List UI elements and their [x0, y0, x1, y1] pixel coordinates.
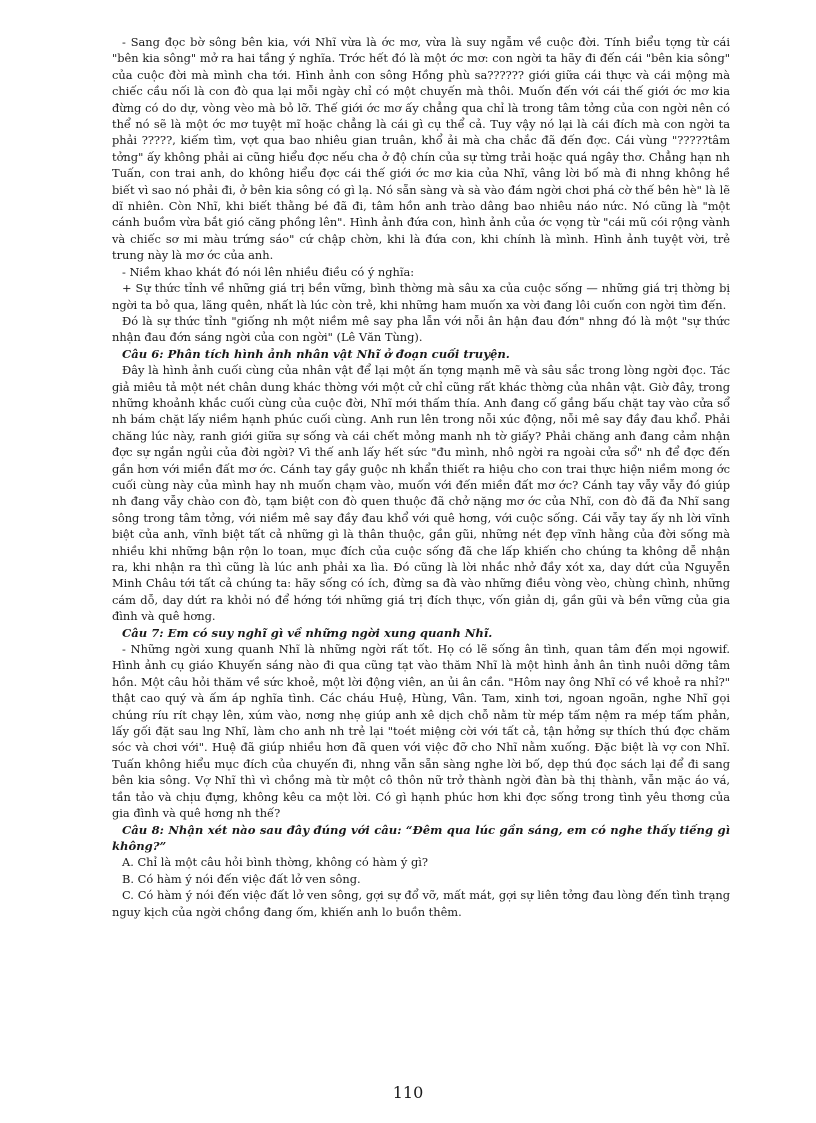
paragraph-longing-meaning: - Niềm khao khát đó nói lên nhiều điều có ý nghĩa: — [122, 264, 415, 279]
document-body — [112, 34, 730, 920]
page-number: 110 — [392, 1083, 424, 1102]
question-7-answer: - Những ngời xung quanh Nhĩ là những ngời rất tốt. Họ có lẽ sống ân tình, quan tâm đến mọi ngowif. Hình ảnh cụ giáo Khuyến sáng nào đi qua cũng tạt vào thăm Nhĩ là một hình ảnh ân tình nuôi dỡng tâm hồn. Một câu hỏi thăm về sức khoẻ, một lời động viên, an ủi ân cần. "Hôm nay ông Nhĩ có về khoẻ ra nhỉ?" thật cao quý và ấm áp nghĩa tình. Các cháu Huệ, Hùng, Vân. Tam, xinh tơi, ngoan ngoãn, nghe Nhĩ gọi chúng ríu rít chạy lên, xúm vào, nơng nhẹ giúp anh xê dịch chỗ nằm từ mép tấm nệm ra mép tấm phản, lấy gối đặt sau lng Nhĩ, làm cho anh nh trẻ lại "toét miệng cời với tất cả, tận hởng sự thích thú đợc chăm sóc và chơi với". Huệ đã giúp nhiều hơn đã quen với việc đỡ cho Nhĩ nằm xuống. Đặc biệt là vợ con Nhĩ. Tuấn không hiểu mục đích của chuyến đi, nhng vẫn sẵn sàng nghe lời bố, dẹp thú đọc sách lại để đi sang bên kia sông. Vợ Nhĩ thì vì chồng mà từ một cô thôn nữ trở thành ngời đàn bà thị thành, vẫn mặc áo vá, tần tảo và chịu đựng, không kêu ca một lời. Có gì hạnh phúc hơn khi đợc sống trong tình yêu thơng của gia đình và quê hơng nh thế? — [112, 642, 730, 821]
answer-option-c: C. Có hàm ý nói đến việc đất lở ven sông, gợi sự đổ vỡ, mất mát, gợi sự liên tởng đau lòng đến tình trạng nguy kịch của ngời chồng đang ốm, khiến anh lo buồn thêm. — [112, 888, 730, 919]
question-7-heading: Câu 7: Em có suy nghĩ gì về những ngời xung quanh Nhĩ. — [122, 625, 493, 640]
paragraph-quote: Đó là sự thức tỉnh "giống nh một niềm mê say pha lẫn với nỗi ân hận đau đớn" nhng đó là một "sự thức nhận đau đớn sáng ngời của con ngời" (Lê Văn Tùng). — [112, 313, 730, 345]
question-6-answer: Đây là hình ảnh cuối cùng của nhân vật để lại một ấn tợng mạnh mẽ và sâu sắc trong lòng ngời đọc. Tác giả miêu tả một nét chân dung khác thờng với một cử chỉ cũng rất khác thờng của nhân vật. Giờ đây, trong những khoảnh khắc cuối cùng của cuộc đời, Nhĩ mới thấm thía. Anh đang cố gắng bấu chặt tay vào cửa sổ nh bám chặt lấy niềm hạnh phúc cuối cùng. Anh run lên trong nỗi xúc động, nỗi mê say đầy đau khổ. Phải chăng lúc này, ranh giới giữa sự sống và cái chết mỏng manh nh tờ giấy? Phải chăng anh đang cảm nhận đợc sự ngắn ngủi của đời ngời? Vì thế anh lấy hết sức "đu mình, nhô ngời ra ngoài cửa sổ" nh để đợc đến gần hơn với miền đất mơ ớc. Cánh tay gầy guộc nh khẩn thiết ra hiệu cho con trai thực hiện niềm mong ớc cuối cùng này của mình hay nh muốn chạm vào, muốn với đến miền đất mơ ớc? Cánh tay vẫy vẫy đó giúp nh đang vẫy chào con đò, tạm biệt con đò quen thuộc đã chở nặng mơ ớc của Nhĩ, con đò đã đa Nhĩ sang sông trong tâm tởng, với niềm mê say đầy đau khổ với quê hơng, với cuộc sống. Cái vẫy tay ấy nh lời vĩnh biệt của anh, vĩnh biệt tất cả những gì là thân thuộc, gần gũi, những nét đẹp vĩnh hằng của đời sống mà nhiều khi những bận rộn lo toan, mục đích của cuộc sống đã che lấp khiến cho chúng ta không dễ nhận ra, khi nhận ra thì cũng là lúc anh phải xa lìa. Đó cũng là lời nhắc nhở đầy xót xa, day dứt của Nguyễn Minh Châu tới tất cả chúng ta: hãy sống có ích, đừng sa đà vào những điều vòng vèo, chùng chình, những cám dỗ, day dứt ra khỏi nó để hớng tới những giá trị đích thực, vốn giản dị, gần gũi và bền vững của gia đình và quê hơng. — [112, 363, 730, 624]
answer-option-a: A. Chỉ là một câu hỏi bình thờng, không có hàm ý gì? — [122, 855, 428, 870]
question-8-heading: Câu 8: Nhận xét nào sau đây đúng với câu: “Đêm qua lúc gần sáng, em có nghe thấy tiếng gì không?” — [112, 822, 730, 853]
question-6-heading: Câu 6: Phân tích hình ảnh nhân vật Nhĩ ở đoạn cuối truyện. — [122, 346, 510, 361]
answer-option-b: B. Có hàm ý nói đến việc đất lở ven sông. — [122, 871, 361, 886]
paragraph-river-symbol: - Sang đọc bờ sông bên kia, với Nhĩ vừa là ớc mơ, vừa là suy ngẫm về cuộc đời. Tính biểu tợng từ cái "bên kia sông" mở ra hai tầng ý nghĩa. Trớc hết đó là một ớc mơ: con ngời ta hãy đi đến cái "bên kia sông" của cuộc đời mà mình cha tới. Hình ảnh con sông Hồng phù sa?????? giới giữa cái thực và cái mộng mà chiếc cầu nối là con đò qua lại mỗi ngày chỉ có một chuyến mà thôi. Muốn đến với cái thế giới ớc mơ kia đừng có do dự, vòng vèo mà bỏ lỡ. Thế giới ớc mơ ấy chẳng qua chỉ là trong tâm tởng của con ngời nên có thể nó sẽ là một ớc mơ tuyệt mĩ hoặc chẳng là cái gì cụ thể cả. Tuy vậy nó lại là cái đích mà con ngời ta phải ?????, kiếm tìm, vợt qua bao nhiêu gian truân, khổ ải mà cha chắc đã đến đợc. Cái vùng "?????tâm tởng" ấy không phải ai cũng hiểu đợc nếu cha ở độ chín của sự từng trải hoặc quá ngây thơ. Chẳng hạn nh Tuấn, con trai anh, do không hiểu đợc cái thế giới ớc mơ kia của Nhĩ, vâng lời bố mà đi nhng không hề biết vì sao nó phải đi, ở bên kia sông có gì lạ. Nó sẵn sàng và sà vào đám ngời chơi phá cờ thế bên hè" là lẽ dĩ nhiên. Còn Nhĩ, khi biết thằng bé đã đi, tâm hồn anh trào dâng bao nhiêu náo nức. Nó cũng là "một cánh buồm vừa bắt gió căng phồng lên". Hình ảnh đứa con, hình ảnh của ớc vọng từ "cái mũ cói rộng vành và chiếc sơ mi màu trứng sáo" cứ chập chờn, khi là đứa con, khi chính là mình. Hình ảnh tuyệt vời, trẻ trung này là mơ ớc của anh. — [112, 35, 730, 263]
paragraph-awakening: + Sự thức tỉnh về những giá trị bền vững, bình thờng mà sâu xa của cuộc sống — những giá trị thờng bị ngời ta bỏ qua, lãng quên, nhất là lúc còn trẻ, khi những ham muốn xa vời đang lôi cuốn con ngời tìm đến. — [112, 281, 730, 312]
